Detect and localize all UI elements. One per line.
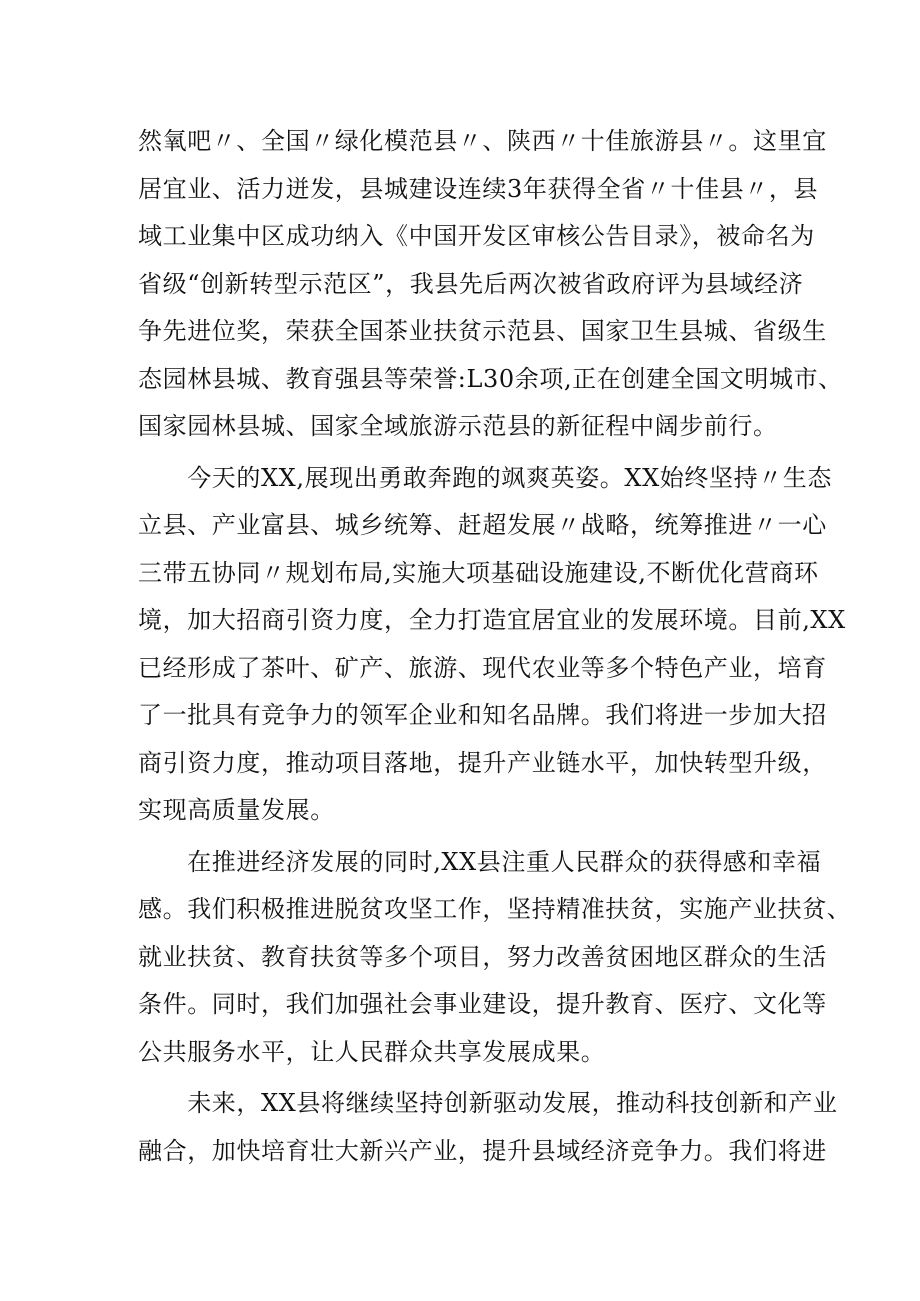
text-line: 国家园林县城、国家全域旅游示范县的新征程中阔步前行。	[138, 412, 778, 440]
paragraph	[138, 839, 852, 1077]
text-line: 立县、产业富县、城乡统筹、赶超发展〃战略，统筹推进〃一心	[138, 511, 827, 539]
text-line: 融合，加快培育壮大新兴产业，提升县域经济竞争力。我们将进	[138, 1136, 827, 1165]
text-line: 就业扶贫、教育扶贫等多个项目，努力改善贫困地区群众的生活	[138, 942, 827, 971]
text-line: 条件。同时，我们加强社会事业建设，提升教育、医疗、文化等	[138, 990, 827, 1018]
paragraph	[138, 1080, 838, 1175]
text-line: 公共服务水平，让人民群众共享发展成果。	[138, 1037, 606, 1066]
text-line: 今天的XX,展现出勇敢奔跑的飒爽英姿。XX始终坚持〃生态	[138, 463, 832, 492]
text-line: 实现高质量发展。	[138, 796, 335, 824]
document-body	[138, 118, 852, 1179]
text-line: 在推进经济发展的同时,XX县注重人民群众的获得感和幸福	[138, 847, 822, 876]
text-line: 商引资力度，推动项目落地，提升产业链水平，加快转型升级，	[138, 748, 827, 777]
paragraph	[138, 455, 846, 835]
text-line: 三带五协同〃规划布局,实施大项基础设施建设,不断优化营商环	[138, 558, 819, 587]
text-line: 境，加大招商引资力度，全力打造宜居宜业的发展环境。目前,XX	[138, 606, 846, 634]
text-line: 然氧吧〃、全国〃绿化模范县〃、陕西〃十佳旅游县〃。这里宜	[138, 127, 827, 155]
text-line: 省级“创新转型示范区”，我县先后两次被省政府评为县域经济	[138, 269, 804, 298]
text-line: 域工业集中区成功纳入《中国开发区审核公告目录》，被命名为	[138, 222, 815, 250]
text-line: 已经形成了茶叶、矿产、旅游、现代农业等多个特色产业，培育	[138, 653, 827, 682]
text-line: 了一批具有竞争力的领军企业和知名品牌。我们将进一步加大招	[138, 701, 827, 729]
text-line: 未来，XX县将继续坚持创新驱动发展，推动科技创新和产业	[138, 1089, 838, 1117]
text-line: 感。我们积极推进脱贫攻坚工作，坚持精准扶贫，实施产业扶贫、	[138, 895, 852, 923]
text-line: 争先进位奖，荣获全国茶业扶贫示范县、国家卫生县城、省级生	[138, 317, 827, 345]
paragraph	[138, 118, 843, 451]
text-line: 居宜业、活力迸发，县城建设连续3年获得全省〃十佳县〃，县	[138, 174, 819, 203]
text-line: 态园林县城、教育强县等荣誉:L30余项,正在创建全国文明城市、	[138, 364, 843, 393]
